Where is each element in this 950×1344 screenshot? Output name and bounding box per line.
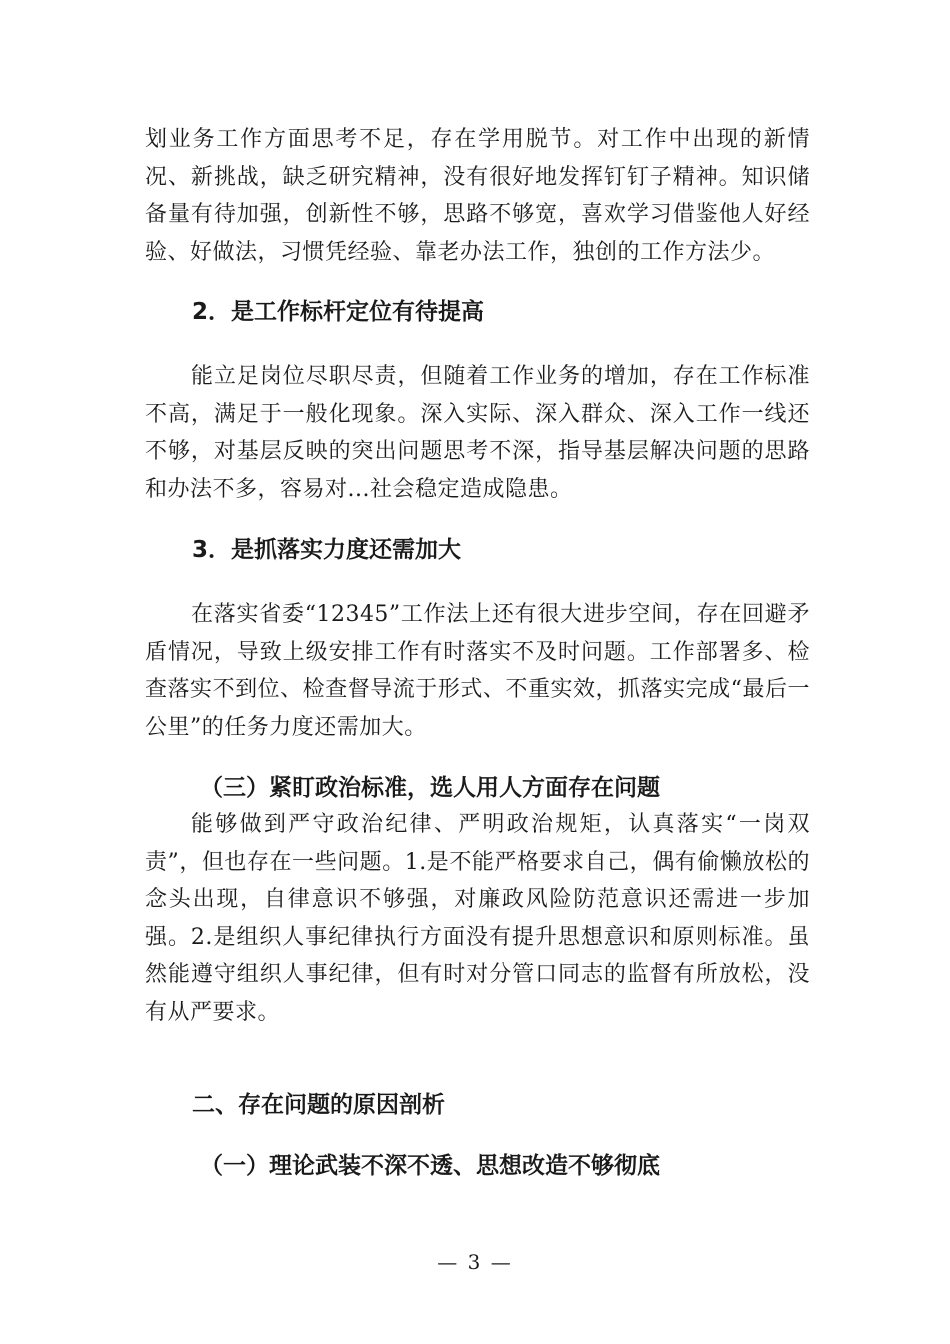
section-heading-1: （一）理论武装不深不透、思想改造不够彻底	[200, 1153, 660, 1179]
part-heading-2: 二、存在问题的原因剖析	[192, 1092, 445, 1118]
body-paragraph: 划业务工作方面思考不足，存在学用脱节。对工作中出现的新情况、新挑战，缺乏研究精神，没有很好地发挥钉钉子精神。知识储备量有待加强，创新性不够，思路不够宽，喜欢学习借鉴他人好经验、好做法，习惯凭经验、靠老办法工作，独创的工作方法少。	[145, 127, 810, 265]
body-paragraph: 在落实省委“12345”工作法上还有很大进步空间，存在回避矛盾情况，导致上级安排工作有时落实不及时问题。工作部署多、检查落实不到位、检查督导流于形式、不重实效，抓落实完成“最后一公里”的任务力度还需加大。	[145, 602, 810, 740]
body-paragraph: 能立足岗位尽职尽责，但随着工作业务的增加，存在工作标准不高，满足于一般化现象。深入实际、深入群众、深入工作一线还不够，对基层反映的突出问题思考不深，指导基层解决问题的思路和办法不多，容易对...社会稳定造成隐患。	[145, 364, 810, 502]
body-paragraph: 能够做到严守政治纪律、严明政治规矩，认真落实“一岗双责”，但也存在一些问题。1.是不能严格要求自己，偶有偷懒放松的念头出现，自律意识不够强，对廉政风险防范意识还需进一步加强。2.是组织人事纪律执行方面没有提升思想意识和原则标准。虽然能遵守组织人事纪律，但有时对分管口同志的监督有所放松，没有从严要求。	[145, 812, 810, 1025]
subheading-2: 2．是工作标杆定位有待提高	[192, 299, 485, 325]
section-heading-3: （三）紧盯政治标准，选人用人方面存在问题	[200, 775, 660, 801]
page-number: — 3 —	[437, 1250, 513, 1274]
subheading-3: 3．是抓落实力度还需加大	[192, 537, 462, 563]
